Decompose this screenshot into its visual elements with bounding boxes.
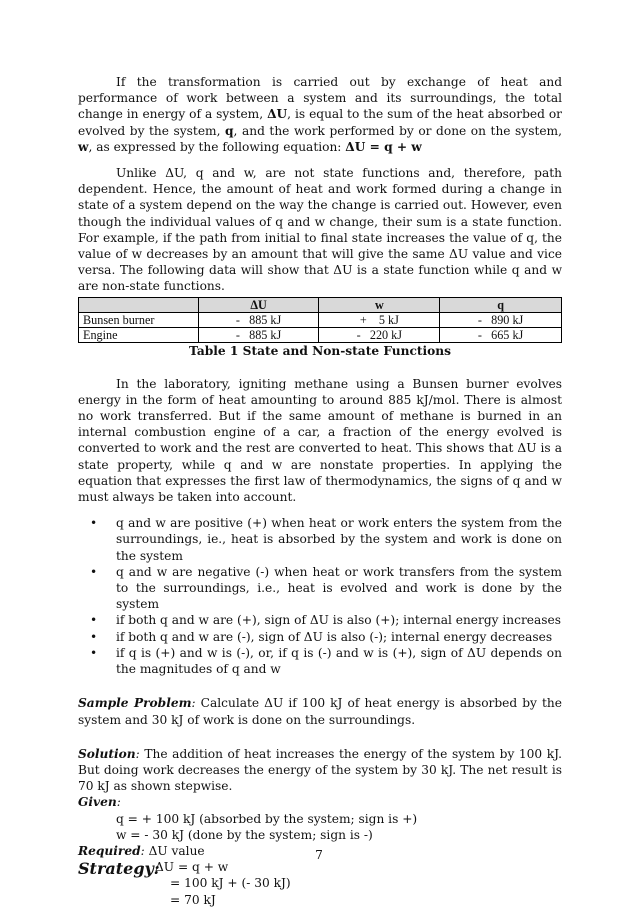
list-item	[78, 515, 562, 564]
list-item-text: if both q and w are (-), sign of ΔU is also (-); internal energy decreases	[116, 629, 553, 644]
given-q: q = + 100 kJ (absorbed by the system; sign is +)	[116, 811, 418, 826]
bullet-icon: •	[90, 645, 98, 660]
sign-rules-list	[78, 515, 562, 677]
strategy-step: = 100 kJ + (- 30 kJ)	[170, 876, 291, 891]
text-run: If the transformation is carried out by exchange of heat and performance of work between a system and its surroundings, the total change in energy of a system,	[78, 75, 562, 122]
label-colon: :	[135, 746, 140, 761]
table-header-cell: ΔU	[198, 297, 319, 312]
first-law-equation: ΔU = q + w	[345, 139, 422, 154]
required-label: Required	[78, 843, 141, 858]
bullet-icon: •	[90, 516, 98, 531]
table-cell: - 885 kJ	[198, 327, 319, 342]
strategy-step: ΔU = q + w	[155, 860, 229, 875]
methane-paragraph: In the laboratory, igniting methane using a Bunsen burner evolves energy in the form of heat amounting to around 885 kJ/mol. There is almost no work transferred. But if the same amount of methane is burned in an internal combustion engine of a car, a fraction of the energy evolved is converted to work and the rest are converted to heat. This shows that ΔU is a state property, while q and w are nonstate properties. In applying the equation that expresses the first law of thermodynamics, the signs of q and w must always be taken into account.	[78, 376, 562, 505]
table-cell: - 665 kJ	[440, 327, 562, 342]
bullet-icon: •	[90, 564, 98, 579]
table-row	[79, 312, 562, 327]
state-function-paragraph: Unlike ΔU, q and w, are not state functions and, therefore, path dependent. Hence, the amount of heat and work formed during a change in state of a system depend on the way the change is carried out. However, even though the individual values of q and w change, their sum is a state function. For example, if the path from initial to final state increases the value of q, the value of w decreases by an amount that will give the same ΔU value and vice versa. The following data will show that ΔU is a state function while q and w are non-state functions.	[78, 166, 562, 294]
strategy-label: Strategy:	[78, 859, 160, 879]
table-header-cell: q	[440, 297, 562, 312]
list-item-text: if q is (+) and w is (-), or, if q is (-) and w is (+), sign of ΔU depends on the magnitudes of q and w	[116, 645, 562, 677]
table-cell: Engine	[79, 327, 199, 342]
page-content	[78, 74, 562, 908]
state-functions-table	[78, 297, 562, 343]
table-cell: - 885 kJ	[198, 312, 319, 327]
list-item-text: if both q and w are (+), sign of ΔU is also (+); internal energy increases	[116, 613, 561, 628]
bold-term-w: w	[78, 139, 89, 154]
label-colon: :	[116, 795, 121, 810]
given-w: w = - 30 kJ (done by the system; sign is -)	[116, 827, 373, 842]
required-text: ΔU value	[144, 843, 205, 858]
strategy-steps	[155, 859, 291, 908]
label-colon: :	[140, 843, 145, 858]
list-item	[78, 612, 562, 628]
label-colon: :	[191, 696, 196, 711]
table-cell: - 890 kJ	[440, 312, 562, 327]
bullet-icon: •	[90, 629, 98, 644]
text-run: , as expressed by the following equation:	[88, 139, 346, 154]
sample-problem-label: Sample Problem	[78, 696, 192, 711]
given-label: Given	[78, 795, 117, 810]
table-header-cell: w	[319, 297, 440, 312]
bold-term-q: q	[225, 123, 234, 138]
page-number: 7	[315, 848, 323, 862]
list-item	[78, 645, 562, 677]
list-item	[78, 629, 562, 645]
table-header-row	[79, 297, 562, 312]
solution-text: The addition of heat increases the energy of the system by 100 kJ. But doing work decreases the energy of the system by 30 kJ. The net result is 70 kJ as shown stepwise.	[78, 746, 562, 794]
sample-problem	[78, 695, 562, 727]
table-row	[79, 327, 562, 342]
strategy-step: = 70 kJ	[170, 892, 216, 907]
text-run: , and the work performed by or done on the system,	[233, 123, 562, 138]
table-caption: Table 1 State and Non-state Functions	[188, 343, 452, 358]
solution	[78, 746, 562, 795]
strategy	[78, 859, 562, 908]
solution-label: Solution	[78, 746, 136, 761]
given-heading	[78, 794, 562, 810]
list-item-text: q and w are positive (+) when heat or work enters the system from the surroundings, ie., heat is absorbed by the system and work is done on the system	[116, 516, 562, 563]
table-cell: Bunsen burner	[79, 312, 199, 327]
list-item-text: q and w are negative (-) when heat or work transfers from the system to the surroundings, i.e., heat is evolved and work is done by the system	[116, 564, 562, 612]
bold-term-delta-u: ΔU	[267, 107, 288, 122]
sample-problem-text: Calculate ΔU if 100 kJ of heat energy is absorbed by the system and 30 kJ of work is done on the surroundings.	[78, 696, 562, 727]
bullet-icon: •	[90, 613, 98, 628]
text-run: , is equal to the sum of the heat absorbed or evolved by the system,	[78, 107, 562, 138]
intro-paragraph	[78, 74, 562, 155]
table-cell: - 220 kJ	[319, 327, 440, 342]
table-header-cell	[79, 297, 199, 312]
table-cell: + 5 kJ	[319, 312, 440, 327]
list-item	[78, 564, 562, 613]
